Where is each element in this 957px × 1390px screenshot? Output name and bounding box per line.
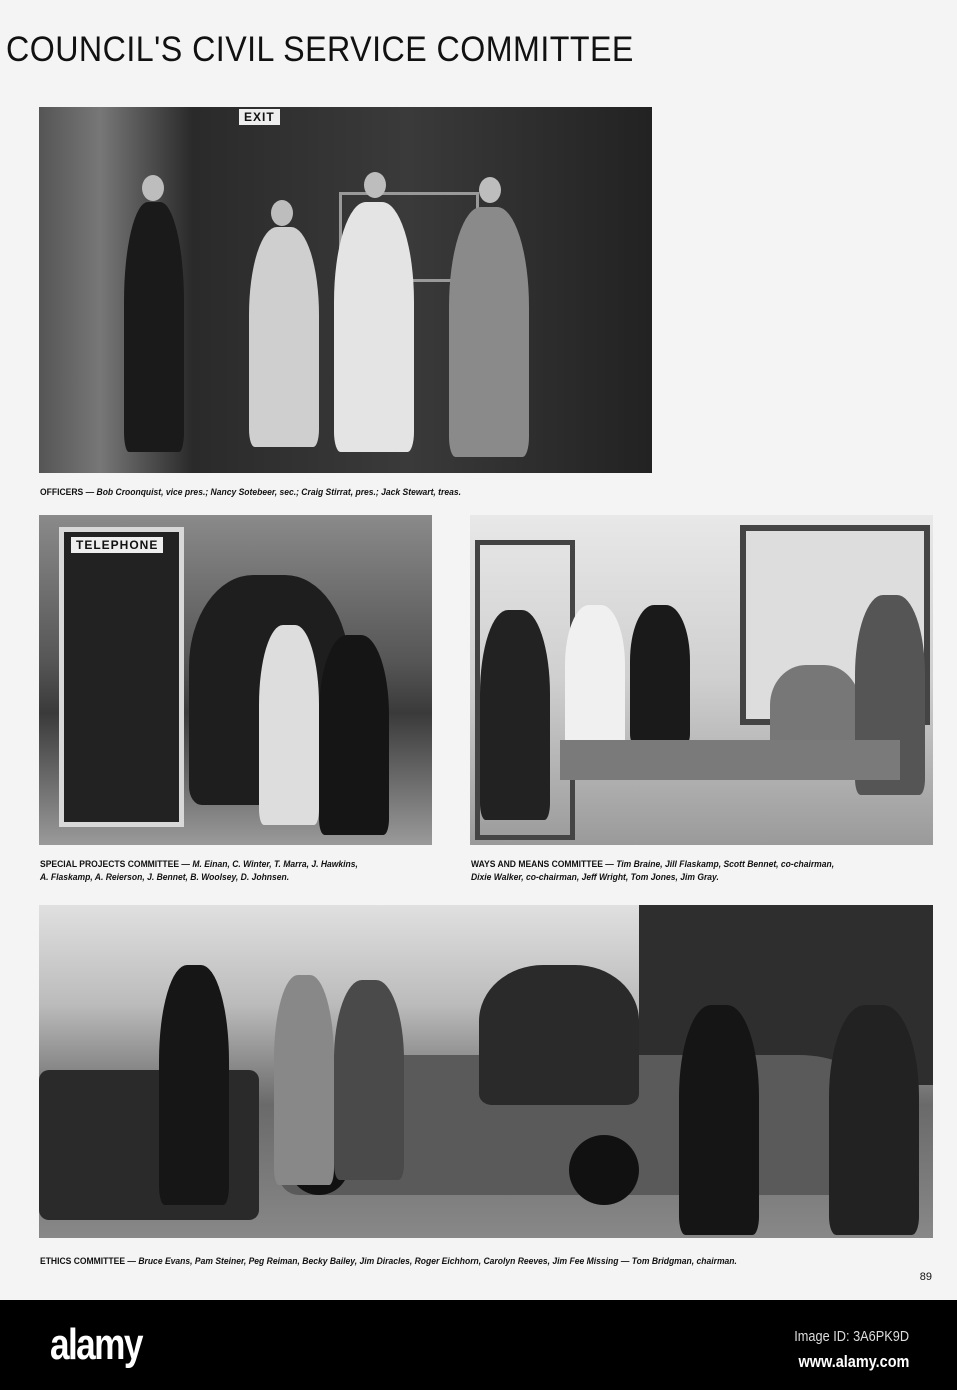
caption-lead: OFFICERS	[40, 487, 84, 498]
alamy-logo: alamy	[50, 1320, 142, 1369]
caption-text: — Tim Braine, Jill Flaskamp, Scott Bennet, co-chairman,	[602, 859, 835, 870]
page-title: COUNCIL'S CIVIL SERVICE COMMITTEE	[6, 30, 634, 69]
officers-caption	[40, 486, 461, 499]
telephone-sign: TELEPHONE	[71, 537, 163, 553]
ways-and-means-caption	[471, 858, 834, 884]
caption-lead: WAYS AND MEANS COMMITTEE	[471, 859, 603, 870]
caption-lead: SPECIAL PROJECTS COMMITTEE	[40, 859, 180, 870]
exit-sign: EXIT	[239, 109, 280, 125]
image-id: Image ID: 3A6PK9D	[794, 1328, 909, 1345]
watermark-url: www.alamy.com	[798, 1352, 909, 1371]
caption-text: Dixie Walker, co-chairman, Jeff Wright, Tom Jones, Jim Gray.	[471, 872, 719, 883]
page-number: 89	[919, 1271, 932, 1283]
officers-photo	[39, 107, 652, 473]
special-projects-photo	[39, 515, 432, 845]
caption-text: A. Flaskamp, A. Reierson, J. Bennet, B. Woolsey, D. Johnsen.	[40, 872, 290, 883]
watermark-banner	[0, 1300, 957, 1390]
ethics-caption	[40, 1255, 737, 1268]
caption-text: — M. Einan, C. Winter, T. Marra, J. Hawkins,	[179, 859, 358, 870]
ways-and-means-photo	[470, 515, 933, 845]
special-projects-caption	[40, 858, 358, 884]
caption-text: — Bob Croonquist, vice pres.; Nancy Sotebeer, sec.; Craig Stirrat, pres.; Jack Stewart, treas.	[83, 487, 461, 498]
ethics-photo	[39, 905, 933, 1238]
caption-text: — Bruce Evans, Pam Steiner, Peg Reiman, Becky Bailey, Jim Diracles, Roger Eichhorn, Carolyn Reeves, Jim Fee Missing — Tom Bridgman, chairman.	[125, 1256, 737, 1267]
caption-lead: ETHICS COMMITTEE	[40, 1256, 126, 1267]
